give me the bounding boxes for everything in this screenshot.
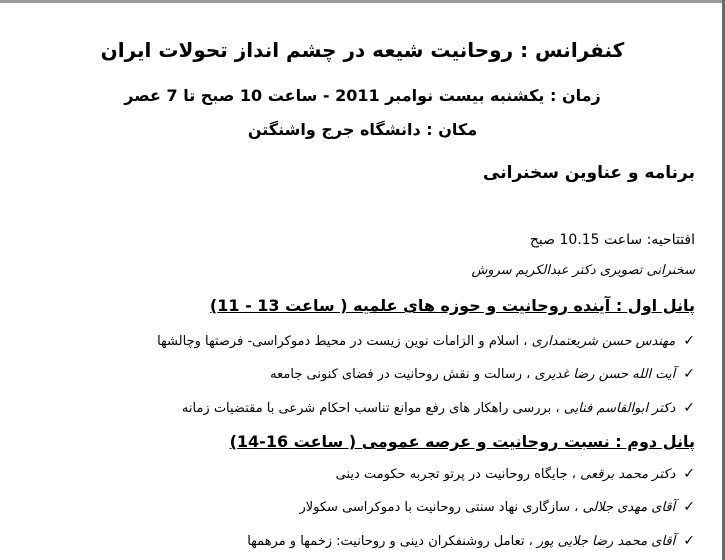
conference-title: کنفرانس : روحانیت شیعه در چشم انداز تحولات ایران [100, 38, 625, 62]
check-icon: ✓ [683, 466, 695, 482]
list-item [270, 366, 695, 382]
panel1-heading: پانل اول : آینده روحانیت و حوزه های علمیه ( ساعت 13 - 11) [209, 296, 695, 315]
conference-venue: مکان : دانشگاه جرج واشنگتن [247, 120, 478, 139]
opening-speech: سخنرانی تصویری دکتر عبدالکریم سروش [471, 263, 695, 278]
list-item [182, 400, 695, 416]
opening-time: افتتاحیه: ساعت 10.15 صبح [529, 232, 695, 248]
list-item [157, 333, 695, 349]
list-item [247, 533, 695, 549]
speaker-name: دکتر ابوالقاسم فنایی [563, 401, 676, 416]
talk-topic: ، سازگاری نهاد سنتی روحانیت با دموکراسی سکولار [299, 500, 579, 515]
speaker-name: مهندس حسن شریعتمداری [531, 334, 676, 349]
talk-topic: ، جایگاه روحانیت در پرتو تجربه حکومت دینی [335, 467, 576, 482]
speaker-name: آقای مهدی جلالی [582, 500, 676, 515]
top-border [0, 0, 725, 3]
conference-date: زمان : یکشنبه بیست نوامبر 2011 - ساعت 10 صبح تا 7 عصر [124, 86, 601, 105]
check-icon: ✓ [683, 333, 695, 349]
speaker-name: دکتر محمد برقعی [580, 467, 676, 482]
check-icon: ✓ [683, 533, 695, 549]
list-item [299, 499, 695, 515]
panel2-heading: پانل دوم : نسبت روحانیت و عرصه عمومی ( ساعت 16-14) [229, 432, 695, 451]
talk-topic: ، اسلام و الزامات نوین زیست در محیط دموکراسی- فرصتها وچالشها [157, 334, 528, 349]
speaker-name: آیت الله حسن رضا غدیری [534, 367, 676, 382]
speaker-name: آقای محمد رضا جلایی پور [536, 534, 676, 549]
list-item [336, 466, 695, 482]
check-icon: ✓ [683, 366, 695, 382]
talk-topic: ، بررسی راهکار های رفع موانع تناسب احکام شرعی با مقتضیات زمانه [181, 401, 560, 416]
talk-topic: ، رسالت و نقش روحانیت در فضای کنونی جامعه [270, 367, 531, 382]
program-heading: برنامه و عناوین سخنرانی [483, 163, 695, 183]
check-icon: ✓ [683, 499, 695, 515]
check-icon: ✓ [683, 400, 695, 416]
talk-topic: ، تعامل روشنفکران دینی و روحانیت: زخمها و مرهمها [247, 534, 533, 549]
